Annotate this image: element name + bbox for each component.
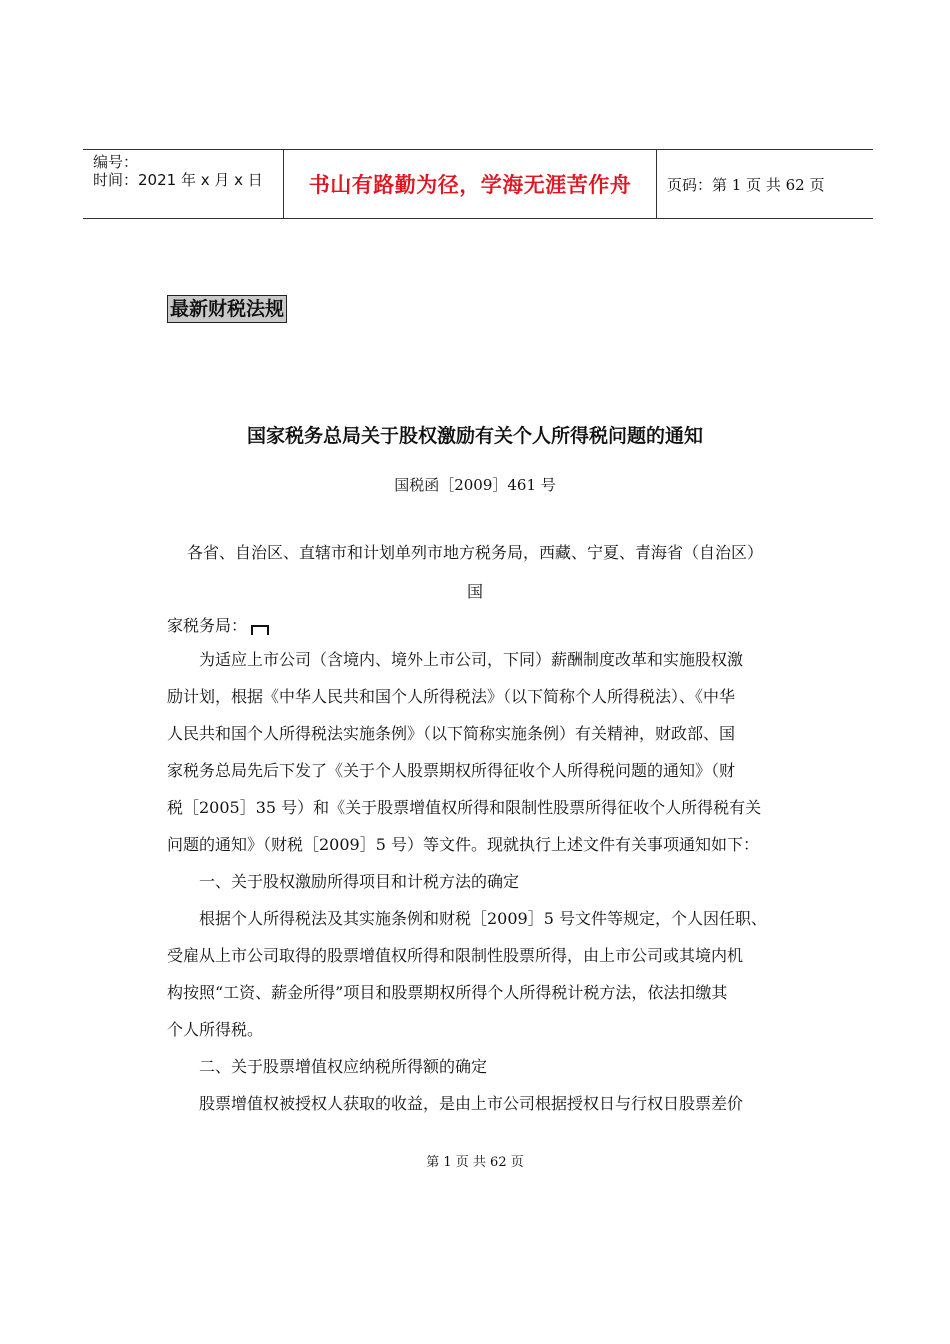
- addressee-continuation: 国: [466, 582, 483, 601]
- section-heading: 一、关于股权激励所得项目和计税方法的确定: [167, 872, 520, 891]
- body-line: 股票增值权被授权人获取的收益，是由上市公司根据授权日与行权日股票差价: [167, 1094, 744, 1113]
- body-line: 为适应上市公司（含境内、境外上市公司，下同）薪酬制度改革和实施股权激: [167, 650, 744, 669]
- document-title: 国家税务总局关于股权激励有关个人所得税问题的通知: [246, 425, 703, 447]
- body-line: 税［2005］35 号）和《关于股票增值权所得和限制性股票所得征收个人所得税有关: [167, 798, 762, 817]
- document-number: 国税函［2009］461 号: [394, 476, 556, 494]
- addressee-end-text: 家税务局：: [167, 616, 248, 635]
- header-table: [83, 149, 873, 219]
- number-label: 编号：: [93, 153, 139, 171]
- addressee-end: [167, 615, 269, 637]
- header-meta-cell: [83, 150, 284, 218]
- text-cursor-icon: [251, 625, 269, 635]
- body-line: 构按照“工资、薪金所得”项目和股票期权所得个人所得税计税方法，依法扣缴其: [167, 983, 728, 1002]
- section-heading: 二、关于股票增值权应纳税所得额的确定: [167, 1057, 488, 1076]
- body-line: 问题的通知》（财税［2009］5 号）等文件。现就执行上述文件有关事项通知如下：: [167, 835, 759, 854]
- addressee: 各省、自治区、直辖市和计划单列市地方税务局，西藏、宁夏、青海省（自治区）: [186, 543, 763, 562]
- motto: 书山有路勤为径，学海无涯苦作舟: [284, 150, 657, 218]
- page-footer: 第 1 页 共 62 页: [426, 1155, 524, 1170]
- section-label: 最新财税法规: [167, 295, 287, 323]
- body-line: 根据个人所得税法及其实施条例和财税［2009］5 号文件等规定，个人因任职、: [167, 909, 767, 928]
- body-line: 人民共和国个人所得税法实施条例》（以下简称实施条例）有关精神，财政部、国: [167, 724, 736, 743]
- body-line: 个人所得税。: [167, 1020, 264, 1039]
- time-label: 时间：2021 年 x 月 x 日: [93, 171, 263, 189]
- page-info: 页码：第 1 页 共 62 页: [667, 175, 825, 194]
- body-line: 受雇从上市公司取得的股票增值权所得和限制性股票所得，由上市公司或其境内机: [167, 946, 744, 965]
- body-line: 家税务总局先后下发了《关于个人股票期权所得征收个人所得税问题的通知》（财: [167, 761, 736, 780]
- body-line: 励计划，根据《中华人民共和国个人所得税法》（以下简称个人所得税法）、《中华: [167, 687, 736, 706]
